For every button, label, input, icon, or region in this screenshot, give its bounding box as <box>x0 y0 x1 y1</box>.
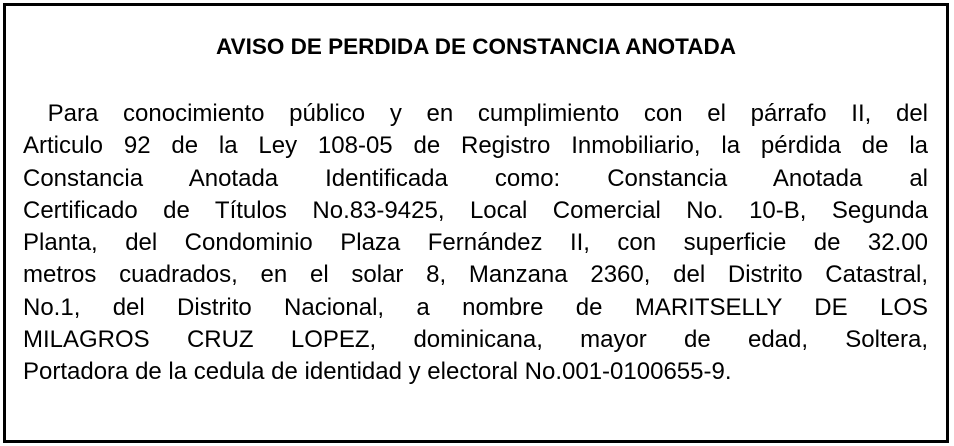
body-line: Para conocimiento público y en cumplimiento con el párrafo II, del <box>23 100 928 127</box>
body-line: Articulo 92 de la Ley 108-05 de Registro Inmobiliario, la pérdida de la <box>23 132 928 160</box>
notice-title: AVISO DE PERDIDA DE CONSTANCIA ANOTADA <box>215 34 737 59</box>
body-line: Portadora de la cedula de identidad y electoral No.001-0100655-9. <box>23 358 732 386</box>
body-line: Planta, del Condominio Plaza Fernández II, con superficie de 32.00 <box>23 229 928 257</box>
notice-box <box>3 3 949 443</box>
body-line: Certificado de Títulos No.83-9425, Local Comercial No. 10-B, Segunda <box>23 196 928 224</box>
body-line: Constancia Anotada Identificada como: Constancia Anotada al <box>23 164 928 192</box>
body-line: MILAGROS CRUZ LOPEZ, dominicana, mayor de edad, Soltera, <box>23 326 928 354</box>
body-line: No.1, del Distrito Nacional, a nombre de MARITSELLY DE LOS <box>23 293 928 321</box>
body-line: metros cuadrados, en el solar 8, Manzana 2360, del Distrito Catastral, <box>23 261 928 289</box>
notice-body <box>23 98 928 389</box>
